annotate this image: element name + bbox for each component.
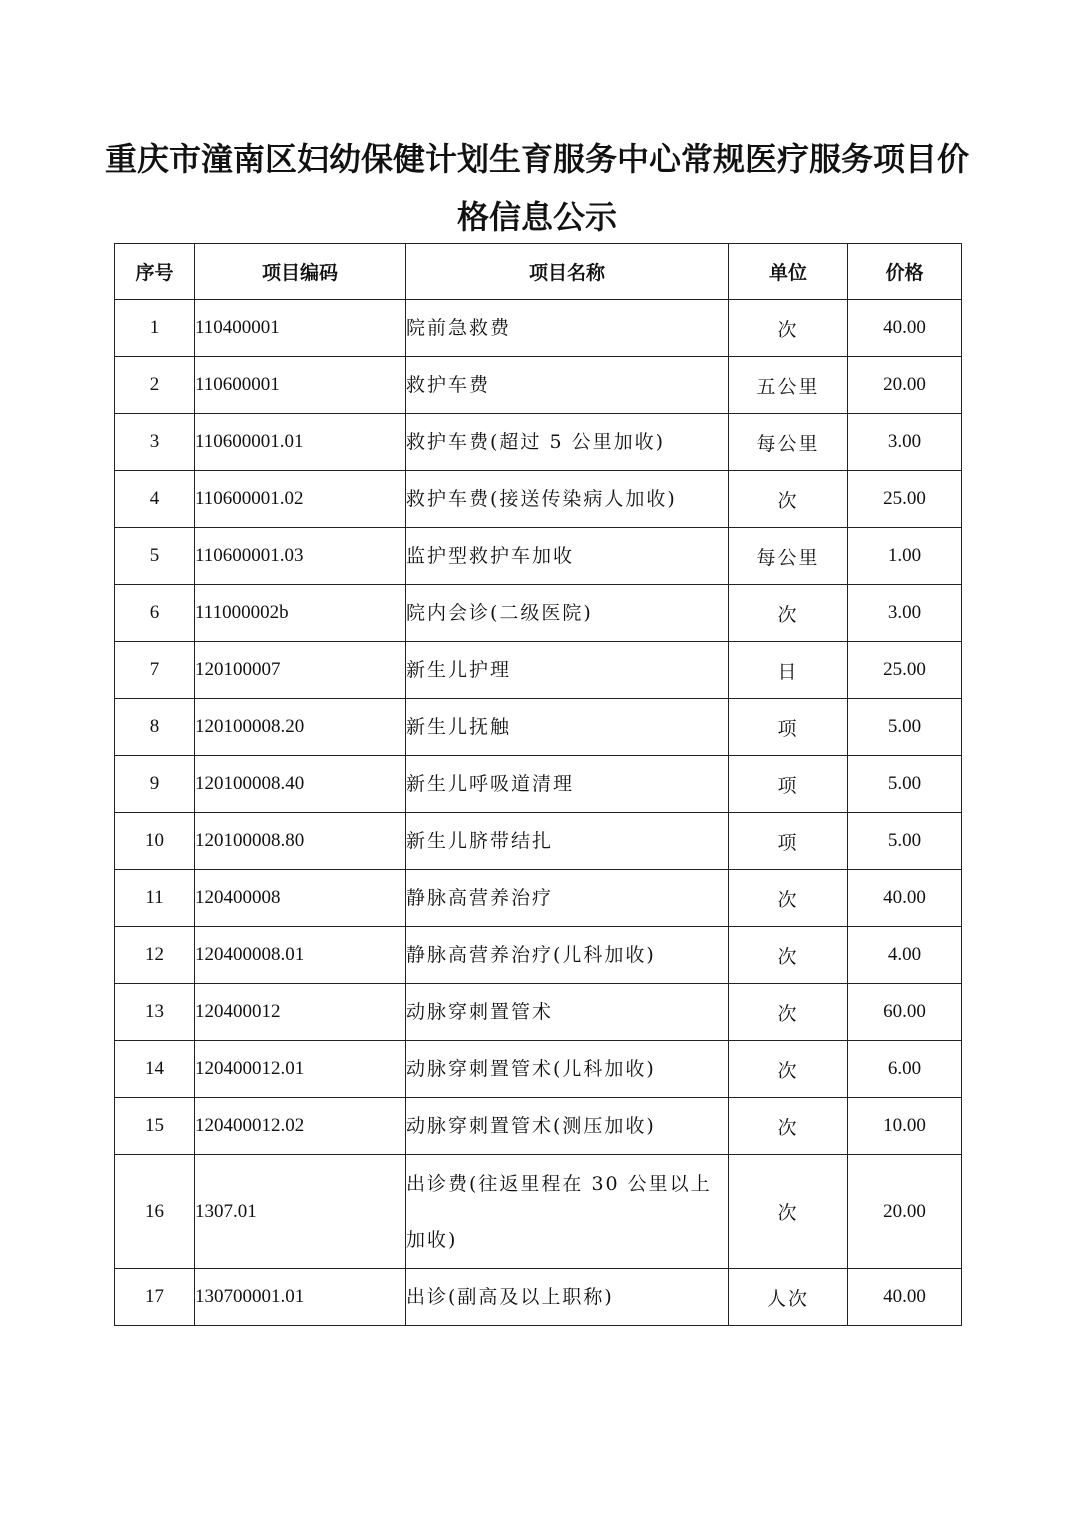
table-row <box>115 471 962 528</box>
cell-unit: 项 <box>729 756 848 813</box>
cell-unit: 人次 <box>729 1269 848 1326</box>
cell-no: 16 <box>115 1155 195 1269</box>
cell-unit: 次 <box>729 585 848 642</box>
cell-code: 110600001.03 <box>195 528 406 585</box>
table-row <box>115 585 962 642</box>
table-row <box>115 870 962 927</box>
cell-no: 9 <box>115 756 195 813</box>
cell-price: 5.00 <box>848 756 962 813</box>
cell-price: 5.00 <box>848 813 962 870</box>
cell-name: 动脉穿刺置管术 <box>406 984 729 1041</box>
cell-name: 救护车费(超过 5 公里加收) <box>406 414 729 471</box>
cell-name: 动脉穿刺置管术(儿科加收) <box>406 1041 729 1098</box>
table-row <box>115 642 962 699</box>
cell-code: 120100008.20 <box>195 699 406 756</box>
cell-code: 120100007 <box>195 642 406 699</box>
cell-code: 120100008.40 <box>195 756 406 813</box>
cell-no: 11 <box>115 870 195 927</box>
cell-price: 1.00 <box>848 528 962 585</box>
table-row <box>115 1098 962 1155</box>
table-row <box>115 1041 962 1098</box>
cell-name: 监护型救护车加收 <box>406 528 729 585</box>
price-table <box>114 243 962 1326</box>
cell-price: 25.00 <box>848 642 962 699</box>
cell-no: 14 <box>115 1041 195 1098</box>
cell-unit: 次 <box>729 984 848 1041</box>
cell-code: 130700001.01 <box>195 1269 406 1326</box>
cell-price: 40.00 <box>848 870 962 927</box>
header-price: 价格 <box>848 244 962 300</box>
table-header-row <box>115 244 962 300</box>
cell-name: 静脉高营养治疗 <box>406 870 729 927</box>
cell-name: 出诊费(往返里程在 30 公里以上加收) <box>406 1155 729 1269</box>
cell-price: 25.00 <box>848 471 962 528</box>
cell-code: 120100008.80 <box>195 813 406 870</box>
cell-unit: 每公里 <box>729 528 848 585</box>
cell-unit: 次 <box>729 870 848 927</box>
cell-code: 120400012.02 <box>195 1098 406 1155</box>
cell-no: 5 <box>115 528 195 585</box>
document-title: 重庆市潼南区妇幼保健计划生育服务中心常规医疗服务项目价格信息公示 <box>104 140 969 236</box>
cell-price: 40.00 <box>848 300 962 357</box>
cell-price: 10.00 <box>848 1098 962 1155</box>
table-row <box>115 984 962 1041</box>
cell-unit: 项 <box>729 813 848 870</box>
cell-price: 20.00 <box>848 1155 962 1269</box>
cell-unit: 每公里 <box>729 414 848 471</box>
cell-code: 110600001.01 <box>195 414 406 471</box>
cell-unit: 五公里 <box>729 357 848 414</box>
cell-name: 新生儿脐带结扎 <box>406 813 729 870</box>
cell-code: 120400008 <box>195 870 406 927</box>
table-row <box>115 1155 962 1269</box>
cell-name: 救护车费 <box>406 357 729 414</box>
cell-no: 8 <box>115 699 195 756</box>
cell-code: 110600001 <box>195 357 406 414</box>
cell-name: 静脉高营养治疗(儿科加收) <box>406 927 729 984</box>
cell-price: 4.00 <box>848 927 962 984</box>
cell-price: 5.00 <box>848 699 962 756</box>
table-row <box>115 813 962 870</box>
cell-no: 12 <box>115 927 195 984</box>
header-unit: 单位 <box>729 244 848 300</box>
cell-no: 7 <box>115 642 195 699</box>
cell-price: 60.00 <box>848 984 962 1041</box>
cell-no: 13 <box>115 984 195 1041</box>
cell-name: 救护车费(接送传染病人加收) <box>406 471 729 528</box>
cell-unit: 次 <box>729 1041 848 1098</box>
table-row <box>115 1269 962 1326</box>
header-code: 项目编码 <box>195 244 406 300</box>
cell-price: 3.00 <box>848 414 962 471</box>
cell-name: 新生儿呼吸道清理 <box>406 756 729 813</box>
cell-name: 动脉穿刺置管术(测压加收) <box>406 1098 729 1155</box>
table-row <box>115 699 962 756</box>
table-row <box>115 756 962 813</box>
cell-price: 40.00 <box>848 1269 962 1326</box>
cell-no: 1 <box>115 300 195 357</box>
table-row <box>115 300 962 357</box>
table-row <box>115 357 962 414</box>
cell-code: 120400008.01 <box>195 927 406 984</box>
cell-code: 120400012 <box>195 984 406 1041</box>
cell-unit: 次 <box>729 927 848 984</box>
table-row <box>115 528 962 585</box>
table-row <box>115 414 962 471</box>
cell-no: 15 <box>115 1098 195 1155</box>
cell-code: 110600001.02 <box>195 471 406 528</box>
cell-unit: 项 <box>729 699 848 756</box>
cell-name: 新生儿抚触 <box>406 699 729 756</box>
cell-unit: 次 <box>729 471 848 528</box>
cell-price: 3.00 <box>848 585 962 642</box>
header-no: 序号 <box>115 244 195 300</box>
cell-name: 院前急救费 <box>406 300 729 357</box>
cell-code: 1307.01 <box>195 1155 406 1269</box>
table-row <box>115 927 962 984</box>
cell-price: 20.00 <box>848 357 962 414</box>
cell-unit: 次 <box>729 1098 848 1155</box>
cell-name: 出诊(副高及以上职称) <box>406 1269 729 1326</box>
cell-no: 10 <box>115 813 195 870</box>
cell-name: 院内会诊(二级医院) <box>406 585 729 642</box>
cell-no: 3 <box>115 414 195 471</box>
cell-no: 17 <box>115 1269 195 1326</box>
cell-name: 新生儿护理 <box>406 642 729 699</box>
cell-price: 6.00 <box>848 1041 962 1098</box>
header-name: 项目名称 <box>406 244 729 300</box>
cell-no: 6 <box>115 585 195 642</box>
cell-unit: 次 <box>729 1155 848 1269</box>
cell-no: 2 <box>115 357 195 414</box>
cell-no: 4 <box>115 471 195 528</box>
cell-code: 120400012.01 <box>195 1041 406 1098</box>
cell-unit: 次 <box>729 300 848 357</box>
cell-code: 111000002b <box>195 585 406 642</box>
cell-unit: 日 <box>729 642 848 699</box>
cell-code: 110400001 <box>195 300 406 357</box>
